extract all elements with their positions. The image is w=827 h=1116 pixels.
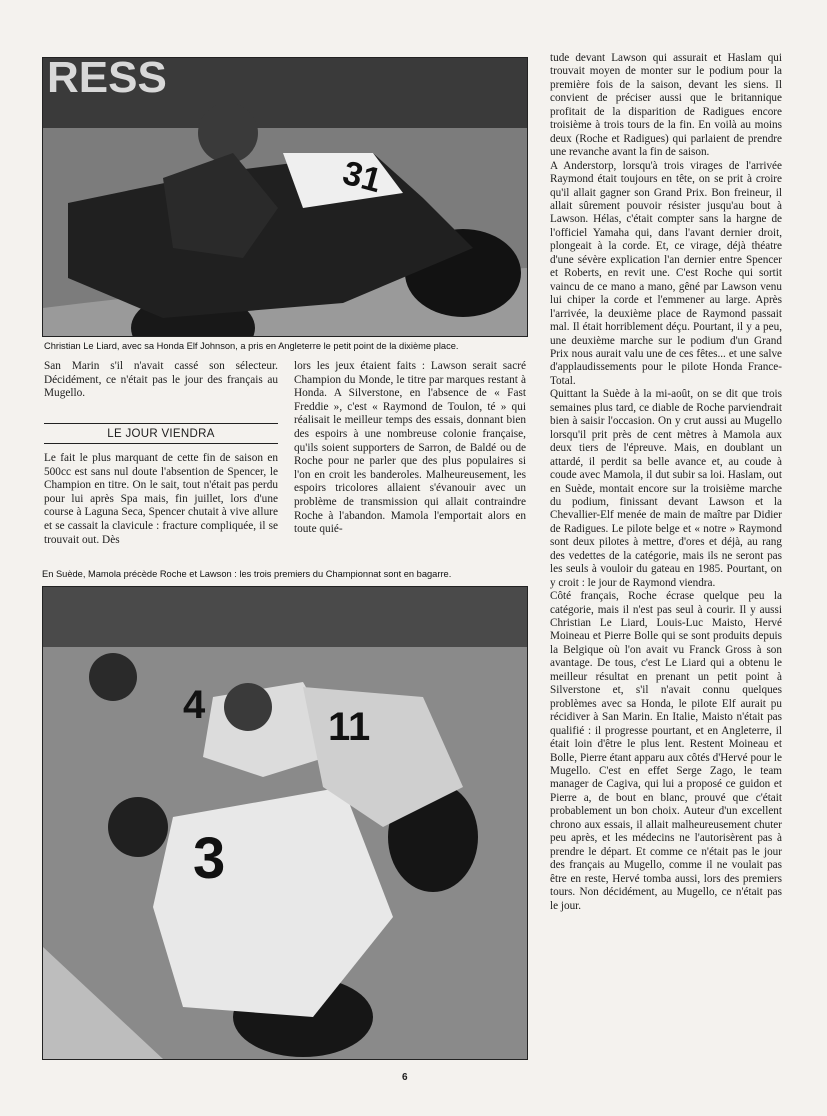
col3-paragraph-4: Côté français, Roche écrase quelque peu la catégorie, mais il n'est pas seul à courir. Il y aussi Christian Le Liard, Louis-Luc Maisto, Hervé Moineau et Pierre Bolle qui se sont produits depuis la Belgique où l'on avait vu Franck Gross à son avantage. De tous, c'est Le Liard qui a obtenu le meilleur résultat en prenant un petit point à Silverstone et, s'il n'avait connu quelques problèmes avec sa Honda, le pilote Elf aurait pu récidiver à San Marin. En Italie, Maisto n'était pas qualifié : il progresse pourtant, et en Angleterre, il était loin d'être le plus lent. Restent Moineau et Bolle, Pierre étant apparu aux côtés d'Hervé pour le Mugello. C'est en effet Serge Zago, le team manager de Cagiva, qui lui a proposé ce guidon et Pierre a, de bout en blanc, prouvé que c'était probablement un bon choix. Auteur d'un excellent chrono aux essais, il allait malheureusement chuter peu après, et les médecins ne l'autorisèrent pas à prendre le départ. Et comme ce n'était pas le jour des français au Mugello, comme il ne voulait pas être en reste, Hervé tomba aussi, lors des premiers tours. Non décidément, au Mugello, ce n'était pas le jour. <box>550 590 782 912</box>
race-number-31: 31 <box>338 153 386 201</box>
col3-paragraph-2: A Anderstorp, lorsqu'à trois virages de l'arrivée Raymond était toujours en tête, on se prit à croire qu'il allait gagner son Grand Prix. Bon freineur, il allait sûrement pouvoir résister jusqu'au bout à Lawson. Hélas, c'était compter sans la hargne de l'officiel Yamaha qui, dans l'avant dernier droit, plongeait à la corde. Et, ce virage, déjà théatre d'une sévère explication l'an dernier entre Spencer et Roberts, en revit une. C'est Roche qui sortit vaincu de ce mano a mano, gêné par Lawson venu lui chiper la corde et l'emmener au large. Après l'arrivée, la deuxième place de Raymond passait mal. Il était horriblement déçu. Pourtant, il y a peu, une deuxième marche sur le podium d'un Grand Prix nous aurait valu une de ces fêtes... et une salve d'applaudissements pour le pilote Honda France-Total. <box>550 159 782 387</box>
column-3 <box>550 52 782 913</box>
bottom-photo-caption: En Suède, Mamola précède Roche et Lawson : les trois premiers du Championnat sont en bagarre. <box>42 569 452 579</box>
col3-paragraph-3: Quittant la Suède à la mi-août, on se dit que trois semaines plus tard, ce diable de Roche parviendrait bien à saisir l'occasion. On y crut aussi au Mugello lorsqu'il prit près de cent mètres à Mamola aux deux tiers de l'épreuve. Mais, en doublant un attardé, il perdit sa belle avance et, au coude à coude avec Mamola, il dut subir sa loi. Haslam, out en Suède, montait encore sur la troisième marche du podium, finissant devant Lawson et la Chevallier-Elf menée de main de maître par Didier de Radigues. Le pilote belge et « notre » Raymond sont deux pilotes à mettre, d'ores et déjà, au rang des vedettes de la catégorie, mais ils ne seront pas les seuls à vouloir du gateau en 1985. Pourtant, on y croit : le jour de Raymond viendra. <box>550 388 782 589</box>
race-number-4: 4 <box>183 683 206 727</box>
col3-paragraph-1: tude devant Lawson qui assurait et Haslam qui trouvait moyen de monter sur le podium pour la première fois de la saison, devant les siens. Il convient de préciser aussi que le britannique profitait de la disparition de Radigues encore troisième à trois tours de la fin. En voilà au moins deux (Roche et Radigues) qui parlaient de prendre une revanche avant la fin de saison. <box>550 52 782 159</box>
section-heading: LE JOUR VIENDRA <box>44 423 278 444</box>
column-1-top <box>44 360 278 401</box>
col1-top-text: San Marin s'il n'avait cassé son sélecteur. Décidément, ce n'était pas le jour des français au Mugello. <box>44 360 278 400</box>
col1-bottom-text: Le fait le plus marquant de cette fin de saison en 500cc est sans nul doute l'absention de Spencer, le Champion en titre. On le sait, tout n'était pas perdu pour lui après Spa mais, fin juillet, lors d'une course à Laguna Seca, Spencer chutait à vive allure et se cassait la clavicule : fracture compliquée, il se trouvait out. Dès <box>44 452 278 546</box>
race-number-11: 11 <box>328 705 371 749</box>
top-photo-le-liard <box>42 57 528 337</box>
col2-text: lors les jeux étaient faits : Lawson serait sacré Champion du Monde, le titre par marques restant à Honda. A Silverstone, en l'absence de « Fast Freddie », c'est « Raymond de Toulon, té » qui réalisait le meilleur temps des essais, donnant bien des espoirs à une nombreuse colonie française, qu'ils soient supporters de Sarron, de Baldé ou de Roche pour ne parler que des plus populaires si l'on en croit les banderoles. Malheureusement, les espoirs tricolores allaient s'évanouir avec un problème de transmission qui allait contraindre Roche à l'abandon. Mamola l'emportait alors en toute quié- <box>294 360 526 536</box>
top-photo-caption: Christian Le Liard, avec sa Honda Elf Johnson, a pris en Angleterre le petit point de la dixième place. <box>44 341 459 351</box>
race-number-3: 3 <box>193 826 226 891</box>
svg-text:RESS: RESS <box>47 58 167 102</box>
page-number: 6 <box>402 1072 408 1083</box>
column-1-bottom <box>44 452 278 547</box>
bottom-photo-mamola-roche-lawson <box>42 586 528 1060</box>
column-2 <box>294 360 526 537</box>
